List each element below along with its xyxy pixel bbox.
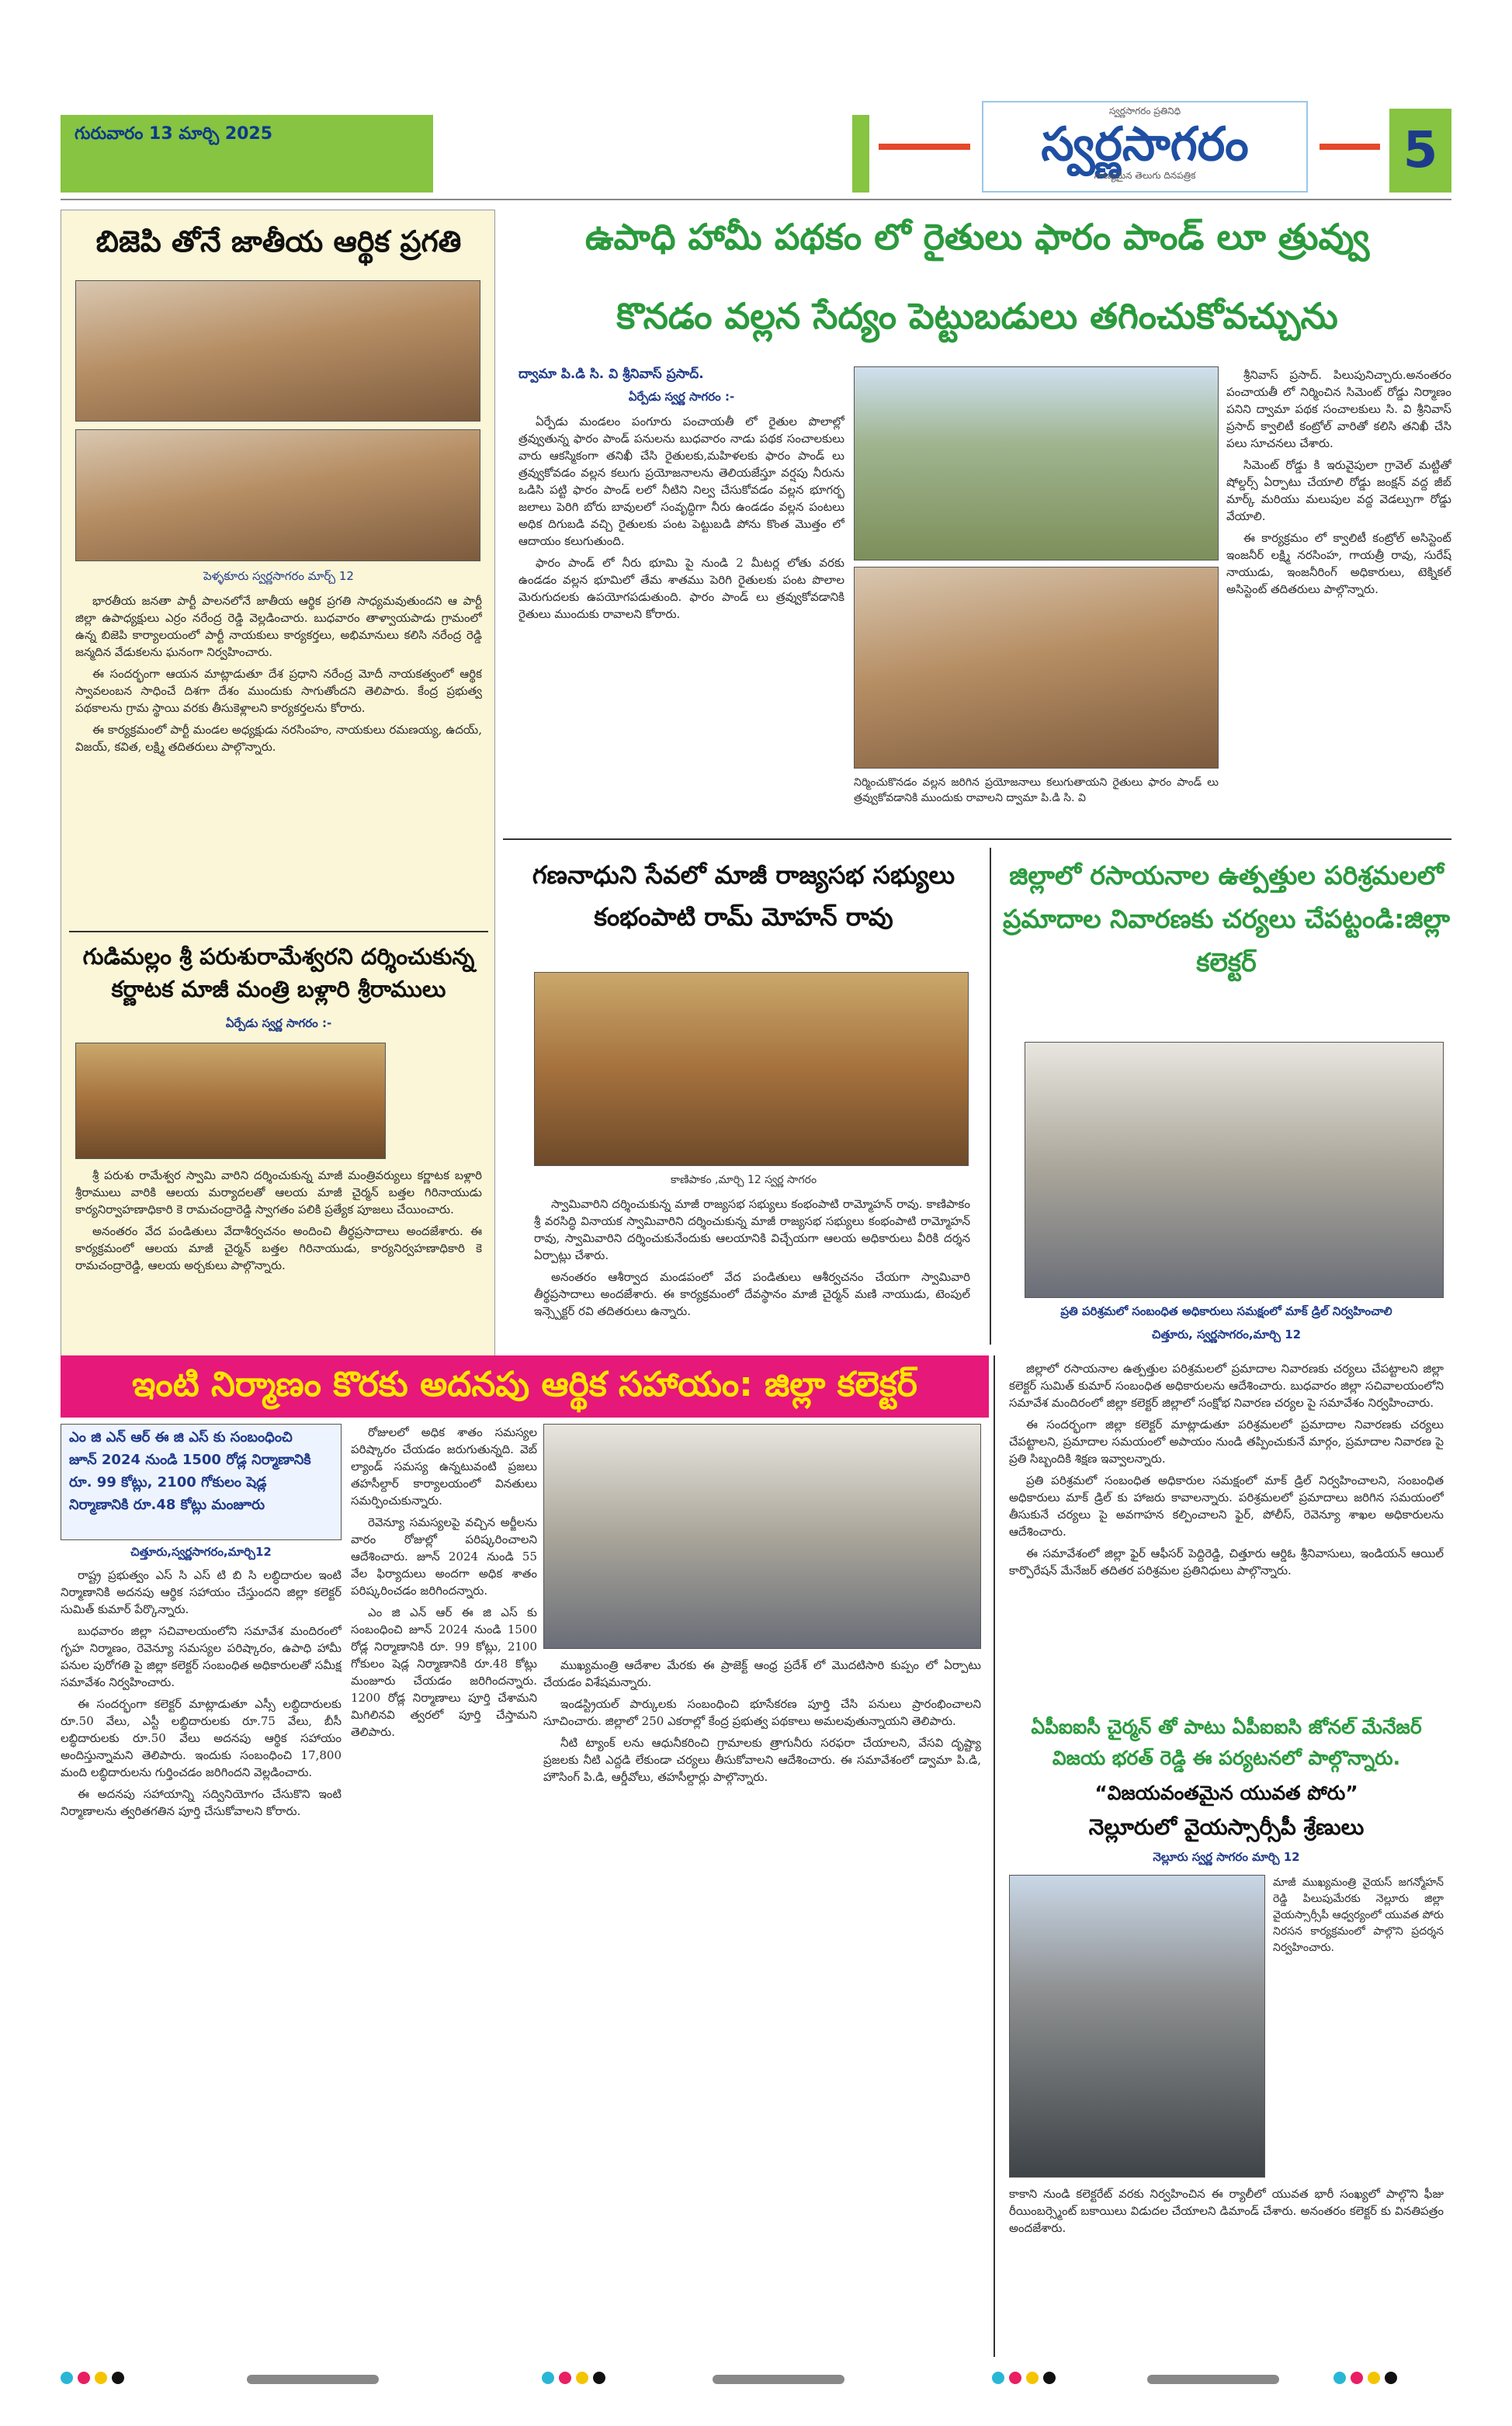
- bjp-body-p2: ఈ సందర్భంగా ఆయన మాట్లాడుతూ దేశ ప్రధాని నరేంద్ర మోదీ నాయకత్వంలో ఆర్థిక స్వావలంబన సాధించే దిశగా దేశం ముందుకు సాగుతోందని తెలిపారు. కేంద్ర ప్రభుత్వ పథకాలను గ్రామ స్థాయి వరకు తీసుకెళ్లాలని కార్యకర్తలను కోరారు.: [75, 667, 482, 715]
- farmpond-col2-p3: ఈ కార్యక్రమం లో క్వాలిటీ కంట్రోల్ అసిస్టెంట్ ఇంజనీర్ లక్ష్మి నరసింహ, గాయత్రీ రావు, సురేష్ నాయుడు, ఇంజనీరింగ్ అధికారులు, టెక్నికల్ అసిస్టెంట్ తదితరులు పాల్గొన్నారు.: [1226, 531, 1451, 596]
- bottom-vertical-rule: [994, 1355, 995, 2357]
- chemical-headline: జిల్లాలో రసాయనాల ఉత్పత్తుల పరిశ్రమలలో ప్రమాదాల నివారణకు చర్యలు చేపట్టండి:జిల్లా కలెక్టర్: [1003, 860, 1450, 977]
- ganesh-body-p2: అనంతరం ఆశీర్వాద మండపంలో వేద పండితులు ఆశీర్వచనం చేయగా స్వామివారి తీర్థప్రసాదాలు అందజేశారు. ఈ కార్యక్రమంలో దేవస్థానం మాజీ చైర్మన్ మణి నాయుడు, టెంపుల్ ఇన్స్పెక్టర్ రవి తదితరులు ఉన్నారు.: [534, 1270, 970, 1318]
- gudimallam-body-p2: అనంతరం వేద పండితులు వేదాశీర్వచనం అందించి తీర్థప్రసాదాలు అందజేశారు. ఈ కార్యక్రమంలో ఆలయ మాజీ చైర్మన్ బత్తల గిరినాయుడు, కార్యనిర్వహణాధికారి కె రామచంద్రారెడ్డి, ఆలయ అర్చకులు పాల్గొన్నారు.: [75, 1224, 482, 1272]
- ganesh-photo: [534, 972, 969, 1166]
- bjp-body-p3: ఈ కార్యక్రమంలో పార్టీ మండల అధ్యక్షుడు నరసింహం, నాయకులు రమణయ్య, ఉదయ్, విజయ్, కవిత, లక్ష్మి తదితరులు పాల్గొన్నారు.: [75, 723, 482, 754]
- housing-col1-p2: బుధవారం జిల్లా సచివాలయంలోని సమావేశ మందిరంలో గృహ నిర్మాణం, రెవెన్యూ సమస్యల పరిష్కారం, ఉపాధి హామీ పనుల పురోగతి పై జిల్లా కలెక్టర్ సంబంధిత అధికారులతో సమీక్ష సమావేశం నిర్వహించారు.: [61, 1624, 342, 1689]
- farmpond-headline-line1: ఉపాధి హామీ పథకం లో రైతులు ఫారం పాండ్ లూ త్రువ్వు: [584, 216, 1370, 258]
- housing-col2-p1: రోజులలో అధిక శాతం సమస్యల పరిష్కారం చేయడం జరుగుతున్నది. వెబ్ ల్యాండ్ సమస్య ఉన్నటువంటి ప్రజలు తహసీల్దార్ కార్యాలయంలో వినతులు సమర్పించుకున్నారు.: [351, 1425, 537, 1508]
- farmpond-headline-line2: కొనడం వల్లన సేద్యం పెట్టుబడులు తగించుకోవచ్చును: [616, 295, 1338, 337]
- housing-subhead-3: రూ. 99 కోట్లు, 2100 గోకులం షెడ్ల: [69, 1474, 267, 1491]
- yuvatha-photo: [1009, 1875, 1265, 2178]
- gudimallam-body: [75, 1167, 482, 1361]
- footer-color-dots-left: [61, 2372, 129, 2387]
- header-underline: [61, 199, 1451, 200]
- chemical-photo: [1025, 1042, 1444, 1298]
- masthead: [982, 101, 1308, 193]
- gudimallam-body-p1: శ్రీ పరుశు రామేశ్వర స్వామి వారిని దర్శించుకున్న మాజీ మంత్రివర్యులు కర్ణాటక బళ్లారి శ్రీరాములు వారికి ఆలయ మర్యాదలతో ఆలయ మాజీ చైర్మన్ బత్తల గిరినాయుడు కార్యనిర్వాహణాధికారి కె రామచంద్రారెడ్డి స్వాగతం పలికి ప్రత్యేక పూజలు చేయించారు.: [75, 1168, 482, 1216]
- farmpond-col2-p2: సిమెంట్ రోడ్డు కి ఇరువైపులా గ్రావెల్ మట్టితో షోల్డర్స్ ఏర్పాటు చేయాలి రోడ్డు జంక్షన్ వద్ద జీబ్ మార్క్ మరియు మలుపుల వద్ద వెడల్పుగా రోడ్డు వేయాలి.: [1226, 458, 1451, 523]
- farmpond-body-col2: [1226, 366, 1451, 824]
- ganesh-body-p1: స్వామివారిని దర్శించుకున్న మాజీ రాజ్యసభ సభ్యులు కంభంపాటి రామ్మోహన్ రావు. కాణిపాకం శ్రీ వరసిద్ధి వినాయక స్వామివారిని దర్శించుకున్న మాజీ రాజ్యసభ సభ్యులు కంభంపాటి రామ్మోహన్ రావు, స్వామివారిని దర్శించుకునేందుకు ఆలయానికి విచ్చేయగా ఆలయ అధికారులు వీరికి దర్శన ఏర్పాట్లు చేశారు.: [534, 1197, 970, 1262]
- housing-col3-p1: ముఖ్యమంత్రి ఆదేశాల మేరకు ఈ ప్రాజెక్ట్ ఆంధ్ర ప్రదేశ్ లో మొదటిసారి కుప్పం లో ఏర్పాటు చేయడం విశేషమన్నారు.: [543, 1658, 981, 1689]
- footer-gray-bar-2: [713, 2375, 844, 2384]
- farmpond-byline-place: ఏర్పేడు స్వర్ణ సాగరం :-: [628, 390, 735, 404]
- registration-dot: [112, 2372, 124, 2384]
- housing-subhead-box: [61, 1424, 342, 1540]
- registration-dot: [593, 2372, 605, 2384]
- bjp-body-p1: భారతీయ జనతా పార్టీ పాలనలోనే జాతీయ ఆర్థిక ప్రగతి సాధ్యమవుతుందని ఆ పార్టీ జిల్లా ఉపాధ్యక్షులు ఎర్రం నరేంద్ర రెడ్డి వెల్లడించారు. బుధవారం తాళ్వాయపాడు గ్రామంలో ఉన్న బిజెపి కార్యాలయంలో పార్టీ నాయకులు కార్యకర్తలు, అభిమానులు కలిసి నరేంద్ర రెడ్డి జన్మదిన వేడుకలను ఘనంగా నిర్వహించారు.: [75, 594, 482, 659]
- housing-photo: [543, 1424, 981, 1649]
- registration-dot: [1043, 2372, 1056, 2384]
- header-rule-left: [879, 144, 970, 150]
- bjp-body: [75, 592, 482, 918]
- chemical-photo-caption: ప్రతి పరిశ్రమలో సంబంధిత అధికారులు సమక్షంలో మాక్ డ్రిల్ నిర్వహించాలి: [1060, 1304, 1392, 1318]
- farmpond-col1-p1: ఏర్పేడు మండలం పంగూరు పంచాయతీ లో రైతుల పొలాల్లో త్రవ్వుతున్న ఫారం పాండ్ పనులను బుధవారం నాడు పథక సంచాలకులు వారు ఆకస్మికంగా తనిఖీ చేసి రైతులకు,మహిళలకు ఫారం పాండ్ లు త్రవ్వుకోవడం వల్లన కలుగు ప్రయోజనాలను తెలియజేస్తూ వర్షపు నీరును ఒడిసి పట్టి ఫారం పాండ్ లలో నీటిని నిల్వ చేసుకోవడం వల్లన భూగర్భ జలాలు పెరిగి బోరు బావులలో సంవృద్ధిగా నీరు ఉండడం వల్లన పంటలు అధిక దిగుబడి వచ్చి రైతులకు పంట పెట్టుబడి పోను కొంత మొత్తం లో ఆదాయం కలుగుతుంది.: [518, 415, 844, 548]
- housing-subhead-2: జూన్ 2024 నుండి 1500 రోడ్ల నిర్మాణానికి: [69, 1452, 311, 1468]
- farmpond-col1-p2: ఫారం పాండ్ లో నీరు భూమి పై నుండి 2 మీటర్ల లోతు వరకు ఉండడం వల్లన భూమిలో తేమ శాతము పెరిగి రైతులకు పంట పొలాల మెరుగుదలకు ఉపయోగపడుతుంది. ఫారం పాండ్ లు త్రవ్వుకోవడానికి రైతులు ముందుకు రావాలని కోరారు.: [518, 556, 844, 621]
- housing-col2-p2: రెవెన్యూ సమస్యలపై వచ్చిన అర్జీలను వారం రోజుల్లో పరిష్కరించాలని ఆదేశించారు. జూన్ 2024 నుండి 55 వేల ఫిర్యాదులు అందగా అధిక శాతం పరిష్కరించడం జరిగిందన్నారు.: [351, 1515, 537, 1598]
- registration-dot: [1368, 2372, 1380, 2384]
- yuvatha-body-bottom: కాకాని నుండి కలెక్టరేట్ వరకు నిర్వహించిన ఈ ర్యాలీలో యువత భారీ సంఖ్యలో పాల్గొని ఫీజు రీయింబర్స్మెంట్ బకాయిలు విడుదల చేయాలని డిమాండ్ చేశారు. అనంతరం కలెక్టర్ కు వినతిపత్రం అందజేశారు.: [1009, 2187, 1444, 2235]
- chemical-body-p1: జిల్లాలో రసాయనాల ఉత్పత్తుల పరిశ్రమలలో ప్రమాదాల నివారణకు చర్యలు చేపట్టాలని జిల్లా కలెక్టర్ సుమిత్ కుమార్ సంబంధిత అధికారులను ఆదేశించారు. బుధవారం జిల్లా సచివాలయంలోని సమావేశ మందిరంలో జిల్లా కలెక్టర్ జిల్లాలో సంక్షోభ నివారణ చర్యల పై సమావేశం నిర్వహించారు.: [1009, 1362, 1444, 1410]
- bjp-photo-2: [75, 429, 480, 561]
- chemical-body: [1009, 1360, 1444, 1702]
- gudimallam-byline: ఏర్పేడు స్వర్ణ సాగరం :-: [225, 1016, 332, 1030]
- registration-dot: [1385, 2372, 1397, 2384]
- masthead-title: స్వర్ణసాగరం: [1041, 117, 1249, 172]
- housing-col1-p1: రాష్ట్ర ప్రభుత్వం ఎస్ సి ఎస్ టి బి సి లబ్ధిదారుల ఇంటి నిర్మాణానికి అదనపు ఆర్థిక సహాయం చేస్తుందని జిల్లా కలెక్టర్ సుమిత్ కుమార్ పేర్కొన్నారు.: [61, 1568, 342, 1616]
- footer-gray-bar-3: [1147, 2375, 1279, 2384]
- ganesh-caption: కాణిపాకం ,మార్చి 12 స్వర్ణ సాగరం: [670, 1174, 817, 1186]
- yuvatha-headline: ఏపీఐఐసీ చైర్మన్ తో పాటు ఏపీఐఐసి జోనల్ మేనేజర్ విజయ భరత్ రెడ్డి ఈ పర్యటనలో పాల్గొన్నారు.: [1031, 1716, 1422, 1769]
- registration-dot: [61, 2372, 73, 2384]
- middle-vertical-rule: [990, 848, 991, 1345]
- registration-dot: [1333, 2372, 1346, 2384]
- bjp-separator: [69, 931, 488, 932]
- registration-dot: [1026, 2372, 1039, 2384]
- masthead-tagline-top: స్వర్ణసాగరం ప్రతినిధి: [1108, 106, 1181, 116]
- footer-bar: [61, 2364, 1451, 2395]
- ganesh-body: [534, 1196, 970, 1343]
- farmpond-article: [503, 210, 1451, 823]
- registration-dot: [95, 2372, 107, 2384]
- bjp-headline: బిజెపి తోనే జాతీయ ఆర్థిక ప్రగతి: [95, 224, 462, 259]
- registration-dot: [559, 2372, 571, 2384]
- farmpond-photo-top: [854, 366, 1219, 561]
- gudimallam-photo: [75, 1043, 386, 1159]
- ganesh-article: [503, 848, 984, 1345]
- registration-dot: [1351, 2372, 1363, 2384]
- chemical-body-p3: ప్రతి పరిశ్రమలో సంబంధిత అధికారుల సమక్షంలో మాక్ డ్రిల్ నిర్వహించాలని, సంబంధిత అధికారులు మాక్ డ్రిల్ కు హాజరు కావాలన్నారు. పరిశ్రమలలో ప్రమాదాలు జరిగిన సమయంలో తీసుకునే చర్యలు పై అవగాహన కల్పించాలని ఫైర్, పోలీస్, రెవెన్యూ శాఖల అధికారులను ఆదేశించారు.: [1009, 1473, 1444, 1539]
- registration-dot: [78, 2372, 90, 2384]
- header-rule-right: [1320, 144, 1380, 150]
- housing-subhead-4: నిర్మాణానికి రూ.48 కోట్లు మంజూరు: [69, 1497, 265, 1513]
- page-number-box: [1389, 109, 1451, 193]
- farmpond-photo-bottom: [854, 567, 1219, 769]
- page-number: 5: [1403, 122, 1438, 179]
- housing-col3-p3: నీటి ట్యాంక్ లను ఆధునీకరించి గ్రామాలకు త్రాగునీరు సరఫరా చేయాలని, వేసవి దృష్ట్యా ప్రజలకు నీటి ఎద్దడి లేకుండా చర్యలు తీసుకోవాలని ఆదేశించారు. ఈ సమావేశంలో డ్వామా పి.డి, హౌసింగ్ పి.డి, ఆర్డీవోలు, తహసీల్దార్లు పాల్గొన్నారు.: [543, 1736, 981, 1784]
- farmpond-byline-person: ద్వామా పి.డి సి. వి శ్రీనివాస్ ప్రసాద్.: [518, 366, 704, 382]
- chemical-body-p4: ఈ సమావేశంలో జిల్లా ఫైర్ ఆఫీసర్ పెద్దిరెడ్డి, చిత్తూరు ఆర్డిఓ శ్రీనివాసులు, ఇండియన్ ఆయిల్ కార్పొరేషన్ మేనేజర్ తదితర పరిశ్రమల ప్రతినిధులు పాల్గొన్నారు.: [1009, 1546, 1444, 1577]
- publication-date: గురువారం 13 మార్చి 2025: [75, 124, 273, 144]
- registration-dot: [576, 2372, 588, 2384]
- yuvatha-subhead-quote: “విజయవంతమైన యువత పోరు”: [1094, 1782, 1358, 1804]
- gudimallam-headline: గుడిమల్లం శ్రీ పరుశురామేశ్వరని దర్శించుకున్న కర్ణాటక మాజీ మంత్రి బళ్లారి శ్రీరాములు: [82, 943, 475, 1002]
- chemical-byline: చిత్తూరు, స్వర్ణసాగరం,మార్చి 12: [1151, 1328, 1302, 1341]
- farmpond-col2-p1: శ్రీనివాస్ ప్రసాద్. పిలుపునిచ్చారు.అనంతరం పంచాయతీ లో నిర్మించిన సిమెంట్ రోడ్డు నిర్మాణం పనిని ద్వామా పథక సంచాలకులు సి. వి శ్రీనివాస్ ప్రసాద్ క్వాలిటీ కంట్రోల్ వారితో కలిసి తనిఖీ చేసి పలు సూచనలు చేశారు.: [1226, 368, 1451, 450]
- housing-body-col1: [61, 1567, 342, 2366]
- footer-color-dots-far-right: [1333, 2372, 1402, 2387]
- housing-banner: [61, 1355, 989, 1418]
- ganesh-headline: గణనాధుని సేవలో మాజీ రాజ్యసభ సభ్యులు కంభంపాటి రామ్ మోహన్ రావు: [532, 860, 955, 932]
- yuvatha-byline: నెల్లూరు స్వర్ణ సాగరం మార్చి 12: [1153, 1850, 1300, 1864]
- farmpond-body-col1: [518, 413, 844, 817]
- yuvatha-article: [1001, 1712, 1451, 2348]
- bjp-photo-caption: పెళ్ళకూరు స్వర్ణసాగరం మార్చ్ 12: [203, 569, 354, 583]
- bjp-photo-1: [75, 280, 480, 422]
- footer-color-dots-right: [992, 2372, 1060, 2387]
- bjp-article: [61, 210, 495, 1374]
- housing-col1-p4: ఈ అదనపు సహాయాన్ని సద్వినియోగం చేసుకొని ఇంటి నిర్మాణాలను త్వరితగతిన పూర్తి చేసుకోవాలని కోరారు.: [61, 1787, 342, 1818]
- date-bar: [61, 115, 433, 193]
- masthead-tagline-bottom: నాణ్యమైన తెలుగు దినపత్రిక: [1094, 170, 1196, 181]
- farmpond-photo-caption: నిర్మించుకొనడం వల్లన జరిగిన ప్రయోజనాలు కలుగుతాయని రైతులు ఫారం పాండ్ లు త్రవ్వుకోవడానికి ముందుకు రావాలని ద్వామా పి.డి సి. వి: [854, 776, 1219, 804]
- housing-subhead-1: ఎం జి ఎన్ ఆర్ ఈ జి ఎస్ కు సంబంధించి: [69, 1429, 293, 1446]
- footer-color-dots-middle: [542, 2372, 610, 2387]
- housing-byline: చిత్తూరు,స్వర్ణసాగరం,మార్చి12: [130, 1545, 272, 1559]
- housing-body-col3: [543, 1657, 981, 2355]
- registration-dot: [992, 2372, 1004, 2384]
- housing-col2-p3: ఎం జి ఎన్ ఆర్ ఈ జి ఎస్ కు సంబంధించి జూన్ 2024 నుండి 1500 రోడ్ల నిర్మాణానికి రూ. 99 కోట్లు, 2100 గోకులం షెడ్ల నిర్మాణానికి రూ.48 కోట్లు మంజూరు చేయడం జరిగిందన్నారు. 1200 రోడ్ల నిర్మాణాలు పూర్తి చేశామని మిగిలినవి త్వరలో పూర్తి చేస్తామని తెలిపారు.: [351, 1605, 537, 1739]
- housing-col1-p3: ఈ సందర్భంగా కలెక్టర్ మాట్లాడుతూ ఎస్సీ లబ్ధిదారులకు రూ.50 వేలు, ఎస్టీ లబ్ధిదారులకు రూ.75 వేలు, బీసీ లబ్ధిదారులకు రూ.50 వేలు అదనపు ఆర్థిక సహాయం అందిస్తున్నామని తెలిపారు. ఇందుకు సంబంధించి 17,800 మంది లబ్ధిదారులను గుర్తించడం జరిగిందని వెల్లడించారు.: [61, 1697, 342, 1779]
- yuvatha-subhead: నెల్లూరులో వైయస్సార్సీపీ శ్రేణులు: [1088, 1814, 1365, 1840]
- farmpond-separator: [503, 838, 1451, 840]
- housing-body-col2: [351, 1424, 537, 2355]
- yuvatha-body-side: మాజీ ముఖ్యమంత్రి వైయస్ జగన్మోహన్ రెడ్డి పిలుపుమేరకు నెల్లూరు జిల్లా వైయస్సార్సీపీ ఆధ్వర్యంలో యువత పోరు నిరసన కార్యక్రమంలో పాల్గొని ప్రదర్శన నిర్వహించారు.: [1273, 1876, 1444, 1954]
- housing-banner-text: ఇంటి నిర్మాణం కొరకు అదనపు ఆర్థిక సహాయం: జిల్లా కలెక్టర్: [132, 1365, 917, 1404]
- registration-dot: [1009, 2372, 1021, 2384]
- header-accent-green: [433, 115, 868, 193]
- housing-col3-p2: ఇండస్ట్రియల్ పార్కులకు సంబంధించి భూసేకరణ పూర్తి చేసి పనులు ప్రారంభించాలని సూచించారు. జిల్లాలో 250 ఎకరాల్లో కేంద్ర ప్రభుత్వ పథకాలు అమలవుతున్నాయని తెలిపారు.: [543, 1697, 981, 1728]
- chemical-body-p2: ఈ సందర్భంగా జిల్లా కలెక్టర్ మాట్లాడుతూ పరిశ్రమలలో ప్రమాదాల నివారణకు చర్యలు చేపట్టాలని, ప్రమాదాల సమయంలో అపాయం నుండి తప్పించుకునే మార్గం, ప్రమాదాల నివారణ పై ప్రతి సిబ్బందికి శిక్షణ ఇవ్వాలన్నారు.: [1009, 1418, 1444, 1466]
- registration-dot: [542, 2372, 554, 2384]
- footer-gray-bar-1: [247, 2375, 379, 2384]
